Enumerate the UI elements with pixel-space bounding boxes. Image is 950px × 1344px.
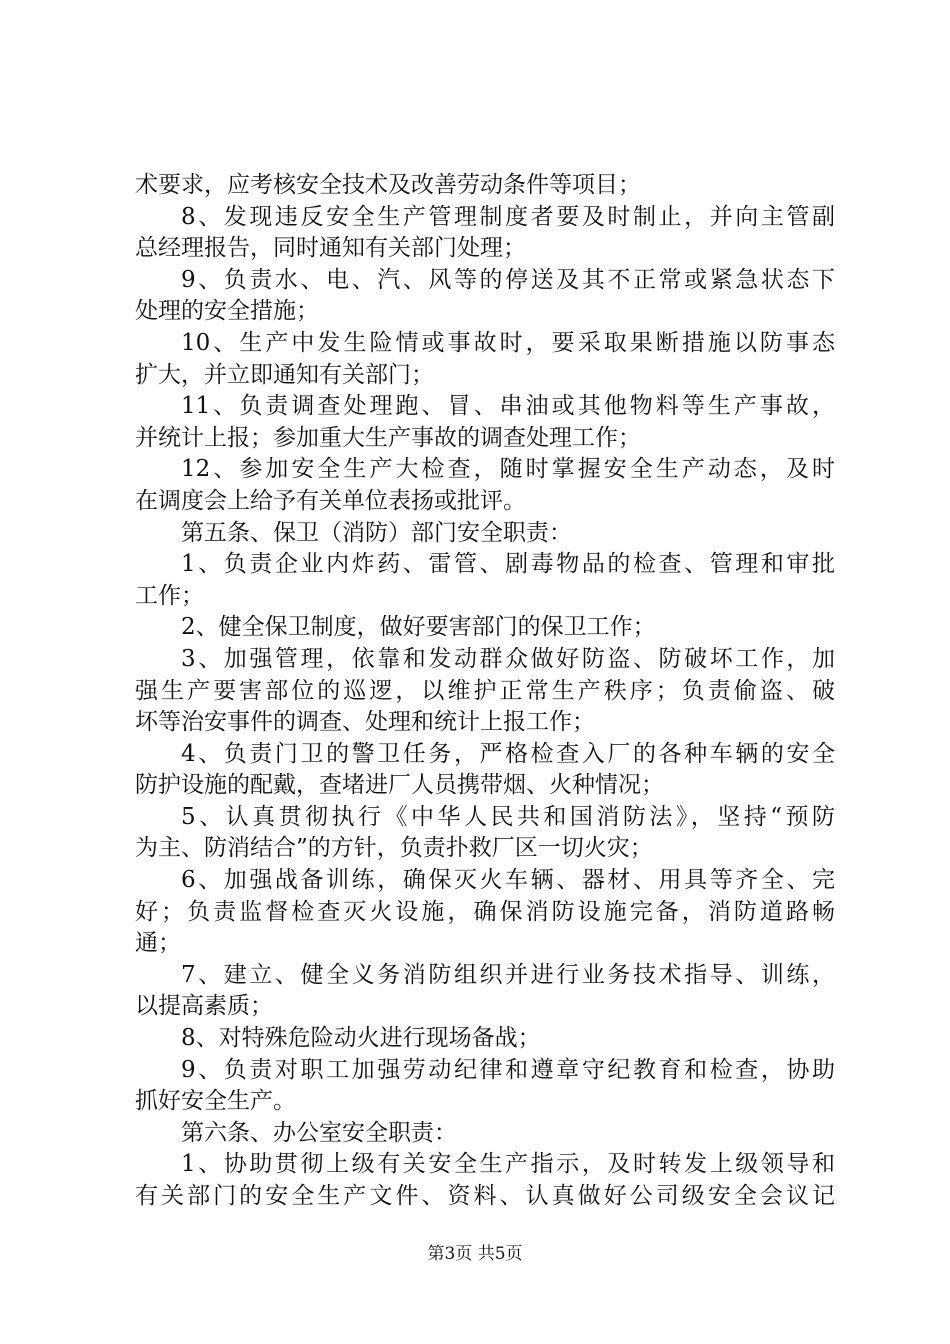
text-line: 8、发现违反安全生产管理制度者要及时制止，并向主管副	[181, 203, 835, 230]
text-line: 1、协助贯彻上级有关安全生产指示，及时转发上级领导和	[181, 1151, 835, 1178]
text-line: 11、负责调查处理跑、冒、串油或其他物料等生产事故，	[181, 393, 835, 420]
text-line: 9、负责水、电、汽、风等的停送及其不正常或紧急状态下	[181, 266, 835, 293]
text-line: 抓好安全生产。	[135, 1088, 296, 1115]
text-line: 3、加强管理，依靠和发动群众做好防盗、防破坏工作，加	[181, 645, 835, 672]
text-line: 好；负责监督检查灭火设施，确保消防设施完备，消防道路畅	[135, 898, 835, 925]
text-line: 9、负责对职工加强劳动纪律和遵章守纪教育和检查，协助	[181, 1056, 835, 1083]
text-line: 5、认真贯彻执行《中华人民共和国消防法》，坚持“预防	[181, 803, 835, 830]
text-line: 术要求，应考核安全技术及改善劳动条件等项目；	[135, 172, 641, 198]
text-line: 通；	[135, 930, 181, 957]
text-line: 7、建立、健全义务消防组织并进行业务技术指导、训练，	[181, 961, 835, 988]
text-line: 10、生产中发生险情或事故时，要采取果断措施以防事态	[181, 329, 835, 356]
document-body	[135, 170, 835, 1213]
text-line: 工作；	[135, 582, 204, 609]
text-line: 并统计上报；参加重大生产事故的调查处理工作；	[135, 424, 641, 451]
text-line: 8、对特殊危险动火进行现场备战；	[181, 1025, 541, 1052]
text-line: 在调度会上给予有关单位表扬或批评。	[135, 487, 526, 514]
text-line: 强生产要害部位的巡逻，以维护正常生产秩序；负责偷盗、破	[135, 677, 835, 704]
text-line: 处理的安全措施；	[135, 298, 319, 325]
text-line: 坏等治安事件的调查、处理和统计上报工作；	[135, 709, 595, 736]
text-line: 6、加强战备训练，确保灭火车辆、器材、用具等齐全、完	[181, 867, 835, 894]
section-heading: 第五条、保卫（消防）部门安全职责：	[181, 519, 572, 546]
text-line: 以提高素质；	[135, 993, 273, 1020]
text-line: 扩大，并立即通知有关部门；	[135, 361, 434, 388]
text-line: 1、负责企业内炸药、雷管、剧毒物品的检查、管理和审批	[181, 551, 835, 578]
text-line: 有关部门的安全生产文件、资料、认真做好公司级安全会议记	[135, 1183, 835, 1209]
text-line: 为主、防消结合”的方针，负责扑救厂区一切火灾；	[135, 835, 653, 862]
text-line: 总经理报告，同时通知有关部门处理；	[135, 235, 526, 262]
section-heading: 第六条、办公室安全职责：	[181, 1119, 457, 1146]
text-line: 防护设施的配戴，查堵进厂人员携带烟、火种情况；	[135, 772, 664, 799]
text-line: 2、健全保卫制度，做好要害部门的保卫工作；	[181, 614, 656, 641]
page-footer: 第3页 共5页	[427, 1244, 523, 1264]
text-line: 4、负责门卫的警卫任务，严格检查入厂的各种车辆的安全	[181, 740, 835, 767]
text-line: 12、参加安全生产大检查，随时掌握安全生产动态，及时	[181, 456, 835, 483]
